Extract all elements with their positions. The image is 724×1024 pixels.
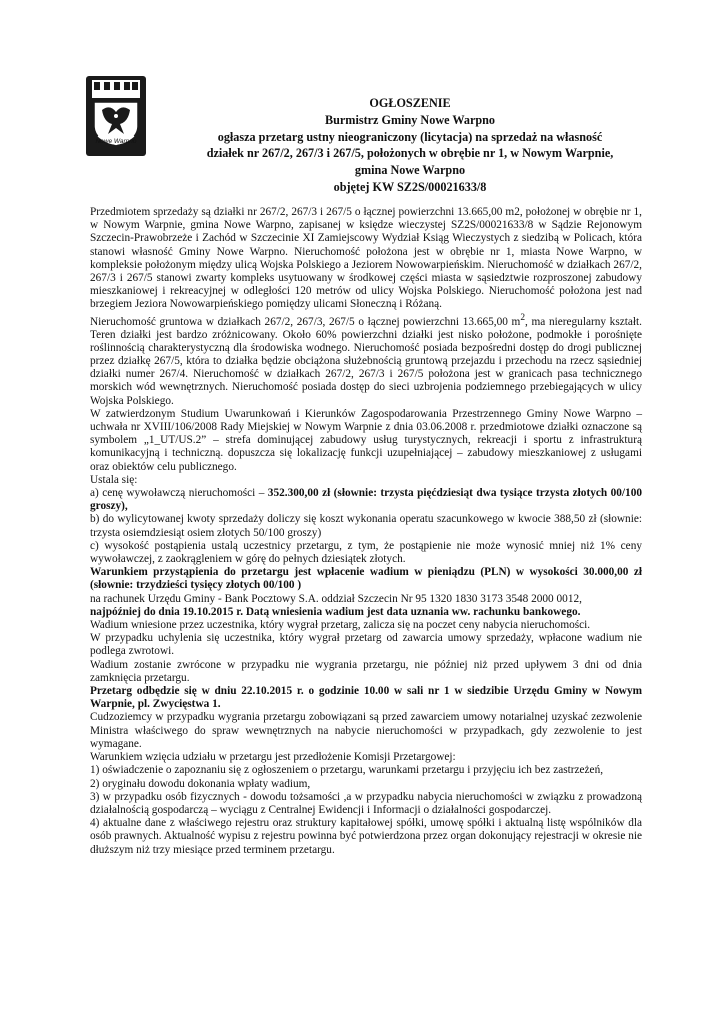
announcement-header xyxy=(160,95,660,196)
paragraph-appraisal-cost: b) do wylicytowanej kwoty sprzedaży doliczy się koszt wykonania operatu szacunkowego w kwocie 388,50 zł (słownie: trzysta osiemdziesiąt osiem złotych 50/100 groszy) xyxy=(90,513,642,539)
subject-line-2: działek nr 267/2, 267/3 i 267/5, położonych w obrębie nr 1, w Nowym Warpnie, xyxy=(206,146,614,161)
land-register-number: objętej KW SZ2S/00021633/8 xyxy=(333,179,487,194)
condition-3: 3) w przypadku osób fizycznych - dowodu tożsamości ,a w przypadku nabycia nieruchomości w związku z prowadzoną działalnością gospodarczą – wyciągu z Centralnej Ewidencji i Informacji o działalności gospodarczej. xyxy=(90,790,642,816)
issuer: Burmistrz Gminy Nowe Warpno xyxy=(324,112,496,127)
paragraph-deposit: Warunkiem przystąpienia do przetargu jest wpłacenie wadium w pieniądzu (PLN) w wysokości 30.000,00 zł (słownie: trzydzieści tysięcy złotych 00/100 ) xyxy=(90,566,642,592)
subject-line-3: gmina Nowe Warpno xyxy=(354,163,466,178)
paragraph-foreigners: Cudzoziemcy w przypadku wygrania przetargu zobowiązani są przed zawarciem umowy notarialnej uzyskać zezwolenie Ministra właściwego do spraw wewnętrznych na nabycie nieruchomości w przypadkach, gdy zezwolenie to jest wymagane. xyxy=(90,711,642,750)
condition-2: 2) oryginału dowodu dokonania wpłaty wadium, xyxy=(90,777,311,790)
price-value: 352.300,00 zł (słownie: trzysta pięćdziesiąt dwa tysiące trzysta złotych 00/100 groszy), xyxy=(90,487,642,513)
description-part-2: , ma nieregularny kształt. Teren działki jest bardzo zróżnicowany. Około 60% powierzchni działki jest nisko położone, podmokłe i porośnięte roślinnością charakterystyczną dla środowiska wodnego. Nieruchomość posiada bezpośredni dostęp do drogi publicznej przez działkę 267/5, która to działka będzie obciążona służebnością gruntową przejazdu i przechodu na rzecz sąsiedniej działki numer 267/4. Nieruchomość w działkach 267/2, 267/3 i 267/5 położona jest w granicach pasa technicznego morskich wód wewnętrznych. Nieruchomość posiada dostęp do sieci uzbrojenia podziemnego przebiegających w ulicy Wojska Polskiego. xyxy=(90,315,642,407)
paragraph-bid-increment: c) wysokość postąpienia ustalą uczestnicy przetargu, z tym, że postąpienie nie może wynosić mniej niż 1% ceny wywoławczej, z zaokrągleniem w górę do pełnych dziesiątek złotych. xyxy=(90,539,642,566)
paragraph-auction-date: Przetarg odbędzie się w dniu 22.10.2015 r. o godzinie 10.00 w sali nr 1 w siedzibie Urzędu Gminy w Nowym Warpnie, pl. Zwycięstwa 1. xyxy=(90,685,642,711)
paragraph-price xyxy=(90,487,642,513)
paragraph-sets: Ustala się: xyxy=(90,473,138,486)
superscript: 2 xyxy=(520,312,526,323)
paragraph-deposit-credit: Wadium wniesione przez uczestnika, który wygrał przetarg, zalicza się na poczet ceny nabycia nieruchomości. xyxy=(90,619,591,632)
condition-1: 1) oświadczenie o zapoznaniu się z ogłoszeniem o przetargu, warunkami przetargu i przyjęciu ich bez zastrzeżeń, xyxy=(90,764,604,777)
paragraph-deposit-deadline: najpóźniej do dnia 19.10.2015 r. Datą wniesienia wadium jest data uznania ww. rachunku bankowego. xyxy=(90,605,581,618)
paragraph-conditions: Warunkiem wzięcia udziału w przetargu jest przedłożenie Komisji Przetargowej: xyxy=(90,751,456,764)
title: OGŁOSZENIE xyxy=(369,96,451,110)
paragraph-deposit-forfeit: W przypadku uchylenia się uczestnika, który wygrał przetarg od zawarcia umowy sprzedaży, wpłacone wadium nie podlega zwrotowi. xyxy=(90,632,642,658)
description-part-1: Nieruchomość gruntowa w działkach 267/2, 267/3, 267/5 o łącznej powierzchni 13.665,00 m xyxy=(90,315,521,328)
coat-of-arms-icon xyxy=(80,72,152,160)
crest-label: Nowe Warpno xyxy=(95,138,137,145)
subject-line-1: ogłasza przetarg ustny nieograniczony (licytacja) na sprzedaż na własność xyxy=(217,129,603,144)
paragraph-bank-account: na rachunek Urzędu Gminy - Bank Pocztowy S.A. oddział Szczecin Nr 95 1320 1830 3173 3548 2000 0012, xyxy=(90,592,582,605)
paragraph-deposit-return: Wadium zostanie zwrócone w przypadku nie wygrania przetargu, nie później niż przed upływem 3 dni od dnia zamknięcia przetargu. xyxy=(90,658,642,684)
paragraph-description xyxy=(90,312,642,408)
condition-4: 4) aktualne dane z właściwego rejestru oraz struktury kapitałowej spółki, umowę spółki i aktualną listę wspólników dla osób prawnych. Aktualność wypisu z rejestru powinna być potwierdzona przez organ dokonujący rejestracji w okresie nie dłuższym niż trzy miesiące przed terminem przetargu. xyxy=(90,817,642,856)
paragraph-zoning: W zatwierdzonym Studium Uwarunkowań i Kierunków Zagospodarowania Przestrzennego Gminy Nowe Warpno – uchwała nr XVIII/106/2008 Rady Miejskiej w Nowym Warpnie z dnia 03.06.2008 r. przedmiotowe działki oznaczone są symbolem „1_UT/US.2” – strefa dominującej zabudowy usług turystycznych, rekreacji i sportu z infrastrukturą komunikacyjną i techniczną. dopuszcza się lokalizację funkcji uzupełniającej – zabudowy mieszkaniowej z usługami oraz obiektów celu publicznego. xyxy=(90,407,642,473)
paragraph-subject: Przedmiotem sprzedaży są działki nr 267/2, 267/3 i 267/5 o łącznej powierzchni 13.665,00 m2, położonej w obrębie nr 1, w Nowym Warpnie, gmina Nowe Warpno, zapisanej w księdze wieczystej SZ2S/00021633/8 w Sądzie Rejonowym Szczecin-Prawobrzeże i Zachód w Szczecinie XI Zamiejscowy Wydział Ksiąg Wieczystych z siedzibą w Policach, która stanowi własność Gminy Nowe Warpno. Nieruchomość położona jest w obrębie nr 1, miasta Nowe Warpno, w kompleksie położonym między ulicą Wojska Polskiego a Jeziorem Nowowarpieńskim. Nieruchomość w działkach 267/2, 267/3 i 267/5 stanowi zwarty kompleks usytuowany w środkowej części miasta w sąsiedztwie rozproszonej zabudowy mieszkaniowej i rekreacyjnej w odległości 120 metrów od ulicy Wojska Polskiego. Nieruchomość położona jest nad brzegiem Jeziora Nowowarpieńskiego pomiędzy ulicami Słoneczną i Różaną. xyxy=(90,206,642,311)
announcement-body xyxy=(90,206,642,857)
price-label: a) cenę wywoławczą nieruchomości – xyxy=(90,487,268,500)
